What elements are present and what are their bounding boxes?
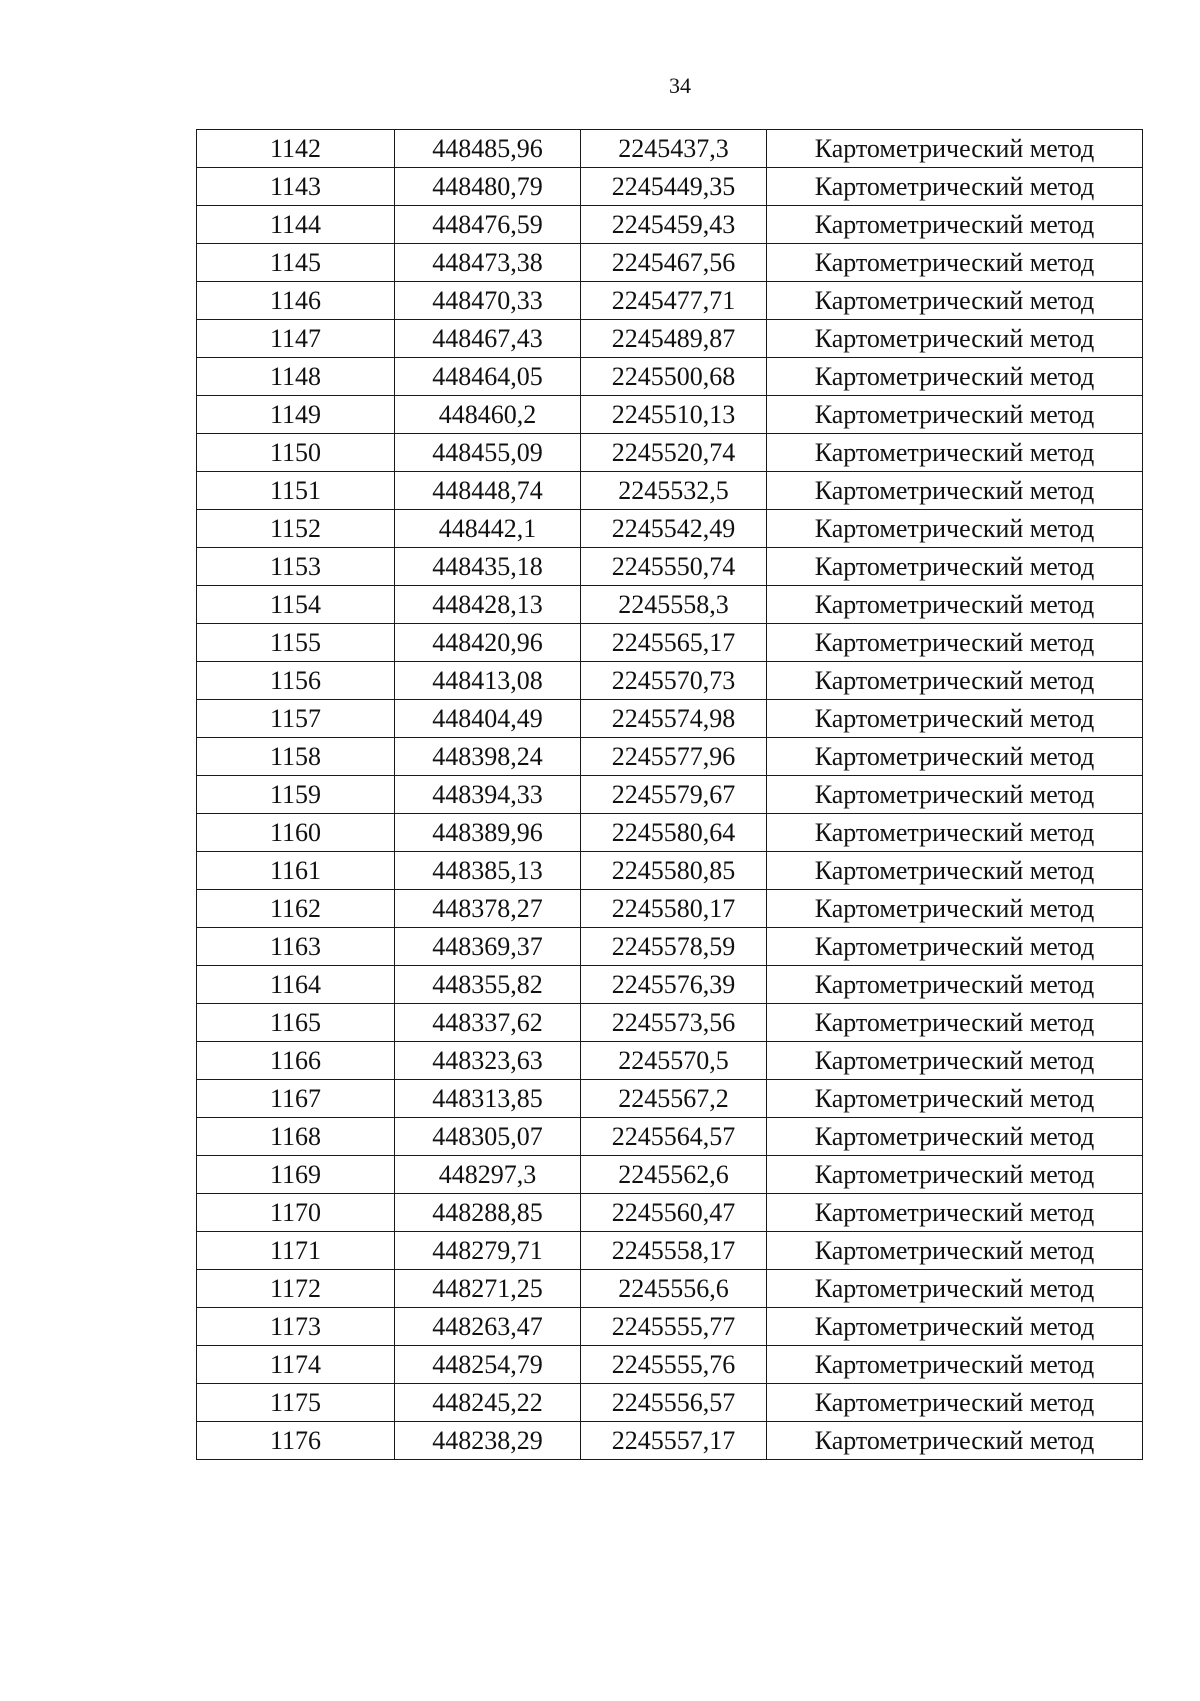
x-coordinate-cell: 448263,47 [395,1308,581,1346]
table-row [197,1156,1143,1194]
x-coordinate-cell: 448473,38 [395,244,581,282]
point-number-cell: 1164 [197,966,395,1004]
point-number-cell: 1161 [197,852,395,890]
x-coordinate-cell: 448435,18 [395,548,581,586]
method-cell: Картометрический метод [767,1270,1143,1308]
y-coordinate-cell: 2245576,39 [581,966,767,1004]
y-coordinate-cell: 2245580,17 [581,890,767,928]
point-number-cell: 1171 [197,1232,395,1270]
method-cell: Картометрический метод [767,510,1143,548]
page-number: 34 [669,73,691,98]
table-row [197,130,1143,168]
table-row [197,1422,1143,1460]
table-row [197,1270,1143,1308]
y-coordinate-cell: 2245577,96 [581,738,767,776]
coordinates-table-body [197,130,1143,1460]
y-coordinate-cell: 2245557,17 [581,1422,767,1460]
table-row [197,244,1143,282]
y-coordinate-cell: 2245520,74 [581,434,767,472]
point-number-cell: 1142 [197,130,395,168]
table-row [197,966,1143,1004]
x-coordinate-cell: 448476,59 [395,206,581,244]
y-coordinate-cell: 2245449,35 [581,168,767,206]
y-coordinate-cell: 2245556,6 [581,1270,767,1308]
point-number-cell: 1175 [197,1384,395,1422]
coordinates-table [196,129,1143,1460]
point-number-cell: 1163 [197,928,395,966]
method-cell: Картометрический метод [767,1232,1143,1270]
y-coordinate-cell: 2245555,76 [581,1346,767,1384]
method-cell: Картометрический метод [767,548,1143,586]
table-row [197,852,1143,890]
x-coordinate-cell: 448394,33 [395,776,581,814]
y-coordinate-cell: 2245565,17 [581,624,767,662]
method-cell: Картометрический метод [767,472,1143,510]
table-row [197,738,1143,776]
y-coordinate-cell: 2245550,74 [581,548,767,586]
table-row [197,1194,1143,1232]
y-coordinate-cell: 2245542,49 [581,510,767,548]
x-coordinate-cell: 448420,96 [395,624,581,662]
point-number-cell: 1160 [197,814,395,852]
table-row [197,1346,1143,1384]
x-coordinate-cell: 448279,71 [395,1232,581,1270]
x-coordinate-cell: 448297,3 [395,1156,581,1194]
method-cell: Картометрический метод [767,1156,1143,1194]
x-coordinate-cell: 448378,27 [395,890,581,928]
method-cell: Картометрический метод [767,1118,1143,1156]
x-coordinate-cell: 448455,09 [395,434,581,472]
point-number-cell: 1158 [197,738,395,776]
x-coordinate-cell: 448369,37 [395,928,581,966]
method-cell: Картометрический метод [767,928,1143,966]
method-cell: Картометрический метод [767,700,1143,738]
method-cell: Картометрический метод [767,168,1143,206]
table-row [197,320,1143,358]
table-row [197,700,1143,738]
x-coordinate-cell: 448413,08 [395,662,581,700]
method-cell: Картометрический метод [767,738,1143,776]
point-number-cell: 1150 [197,434,395,472]
table-row [197,624,1143,662]
point-number-cell: 1144 [197,206,395,244]
method-cell: Картометрический метод [767,434,1143,472]
x-coordinate-cell: 448305,07 [395,1118,581,1156]
point-number-cell: 1170 [197,1194,395,1232]
table-row [197,206,1143,244]
y-coordinate-cell: 2245567,2 [581,1080,767,1118]
method-cell: Картометрический метод [767,852,1143,890]
x-coordinate-cell: 448288,85 [395,1194,581,1232]
y-coordinate-cell: 2245532,5 [581,472,767,510]
table-row [197,1308,1143,1346]
point-number-cell: 1153 [197,548,395,586]
y-coordinate-cell: 2245500,68 [581,358,767,396]
y-coordinate-cell: 2245564,57 [581,1118,767,1156]
x-coordinate-cell: 448337,62 [395,1004,581,1042]
point-number-cell: 1159 [197,776,395,814]
x-coordinate-cell: 448428,13 [395,586,581,624]
x-coordinate-cell: 448271,25 [395,1270,581,1308]
y-coordinate-cell: 2245556,57 [581,1384,767,1422]
method-cell: Картометрический метод [767,966,1143,1004]
x-coordinate-cell: 448389,96 [395,814,581,852]
table-row [197,1004,1143,1042]
method-cell: Картометрический метод [767,814,1143,852]
table-row [197,662,1143,700]
y-coordinate-cell: 2245477,71 [581,282,767,320]
y-coordinate-cell: 2245578,59 [581,928,767,966]
table-row [197,1384,1143,1422]
method-cell: Картометрический метод [767,396,1143,434]
method-cell: Картометрический метод [767,1194,1143,1232]
x-coordinate-cell: 448460,2 [395,396,581,434]
table-row [197,358,1143,396]
table-row [197,1232,1143,1270]
x-coordinate-cell: 448464,05 [395,358,581,396]
x-coordinate-cell: 448485,96 [395,130,581,168]
y-coordinate-cell: 2245467,56 [581,244,767,282]
point-number-cell: 1168 [197,1118,395,1156]
y-coordinate-cell: 2245555,77 [581,1308,767,1346]
point-number-cell: 1148 [197,358,395,396]
x-coordinate-cell: 448404,49 [395,700,581,738]
x-coordinate-cell: 448467,43 [395,320,581,358]
table-row [197,510,1143,548]
method-cell: Картометрический метод [767,358,1143,396]
x-coordinate-cell: 448245,22 [395,1384,581,1422]
y-coordinate-cell: 2245510,13 [581,396,767,434]
table-row [197,396,1143,434]
method-cell: Картометрический метод [767,586,1143,624]
y-coordinate-cell: 2245558,17 [581,1232,767,1270]
x-coordinate-cell: 448254,79 [395,1346,581,1384]
point-number-cell: 1172 [197,1270,395,1308]
method-cell: Картометрический метод [767,776,1143,814]
table-row [197,548,1143,586]
method-cell: Картометрический метод [767,130,1143,168]
method-cell: Картометрический метод [767,282,1143,320]
point-number-cell: 1145 [197,244,395,282]
table-row [197,168,1143,206]
table-row [197,776,1143,814]
y-coordinate-cell: 2245562,6 [581,1156,767,1194]
point-number-cell: 1166 [197,1042,395,1080]
table-row [197,1118,1143,1156]
method-cell: Картометрический метод [767,1384,1143,1422]
x-coordinate-cell: 448313,85 [395,1080,581,1118]
point-number-cell: 1154 [197,586,395,624]
table-row [197,472,1143,510]
method-cell: Картометрический метод [767,624,1143,662]
x-coordinate-cell: 448355,82 [395,966,581,1004]
table-row [197,586,1143,624]
table-row [197,282,1143,320]
point-number-cell: 1167 [197,1080,395,1118]
table-row [197,1080,1143,1118]
x-coordinate-cell: 448448,74 [395,472,581,510]
method-cell: Картометрический метод [767,206,1143,244]
y-coordinate-cell: 2245570,73 [581,662,767,700]
y-coordinate-cell: 2245580,85 [581,852,767,890]
y-coordinate-cell: 2245579,67 [581,776,767,814]
point-number-cell: 1169 [197,1156,395,1194]
point-number-cell: 1176 [197,1422,395,1460]
table-row [197,928,1143,966]
y-coordinate-cell: 2245570,5 [581,1042,767,1080]
point-number-cell: 1143 [197,168,395,206]
table-row [197,814,1143,852]
point-number-cell: 1149 [197,396,395,434]
y-coordinate-cell: 2245573,56 [581,1004,767,1042]
point-number-cell: 1165 [197,1004,395,1042]
x-coordinate-cell: 448398,24 [395,738,581,776]
method-cell: Картометрический метод [767,890,1143,928]
point-number-cell: 1157 [197,700,395,738]
point-number-cell: 1146 [197,282,395,320]
method-cell: Картометрический метод [767,320,1143,358]
table-row [197,1042,1143,1080]
point-number-cell: 1156 [197,662,395,700]
table-row [197,434,1143,472]
y-coordinate-cell: 2245459,43 [581,206,767,244]
x-coordinate-cell: 448442,1 [395,510,581,548]
x-coordinate-cell: 448323,63 [395,1042,581,1080]
y-coordinate-cell: 2245489,87 [581,320,767,358]
point-number-cell: 1174 [197,1346,395,1384]
table-row [197,890,1143,928]
y-coordinate-cell: 2245580,64 [581,814,767,852]
x-coordinate-cell: 448480,79 [395,168,581,206]
y-coordinate-cell: 2245558,3 [581,586,767,624]
point-number-cell: 1173 [197,1308,395,1346]
x-coordinate-cell: 448238,29 [395,1422,581,1460]
method-cell: Картометрический метод [767,1004,1143,1042]
y-coordinate-cell: 2245560,47 [581,1194,767,1232]
point-number-cell: 1155 [197,624,395,662]
method-cell: Картометрический метод [767,1308,1143,1346]
y-coordinate-cell: 2245574,98 [581,700,767,738]
method-cell: Картометрический метод [767,1346,1143,1384]
y-coordinate-cell: 2245437,3 [581,130,767,168]
point-number-cell: 1147 [197,320,395,358]
point-number-cell: 1151 [197,472,395,510]
method-cell: Картометрический метод [767,1080,1143,1118]
method-cell: Картометрический метод [767,244,1143,282]
method-cell: Картометрический метод [767,1042,1143,1080]
point-number-cell: 1162 [197,890,395,928]
method-cell: Картометрический метод [767,1422,1143,1460]
x-coordinate-cell: 448470,33 [395,282,581,320]
x-coordinate-cell: 448385,13 [395,852,581,890]
method-cell: Картометрический метод [767,662,1143,700]
point-number-cell: 1152 [197,510,395,548]
